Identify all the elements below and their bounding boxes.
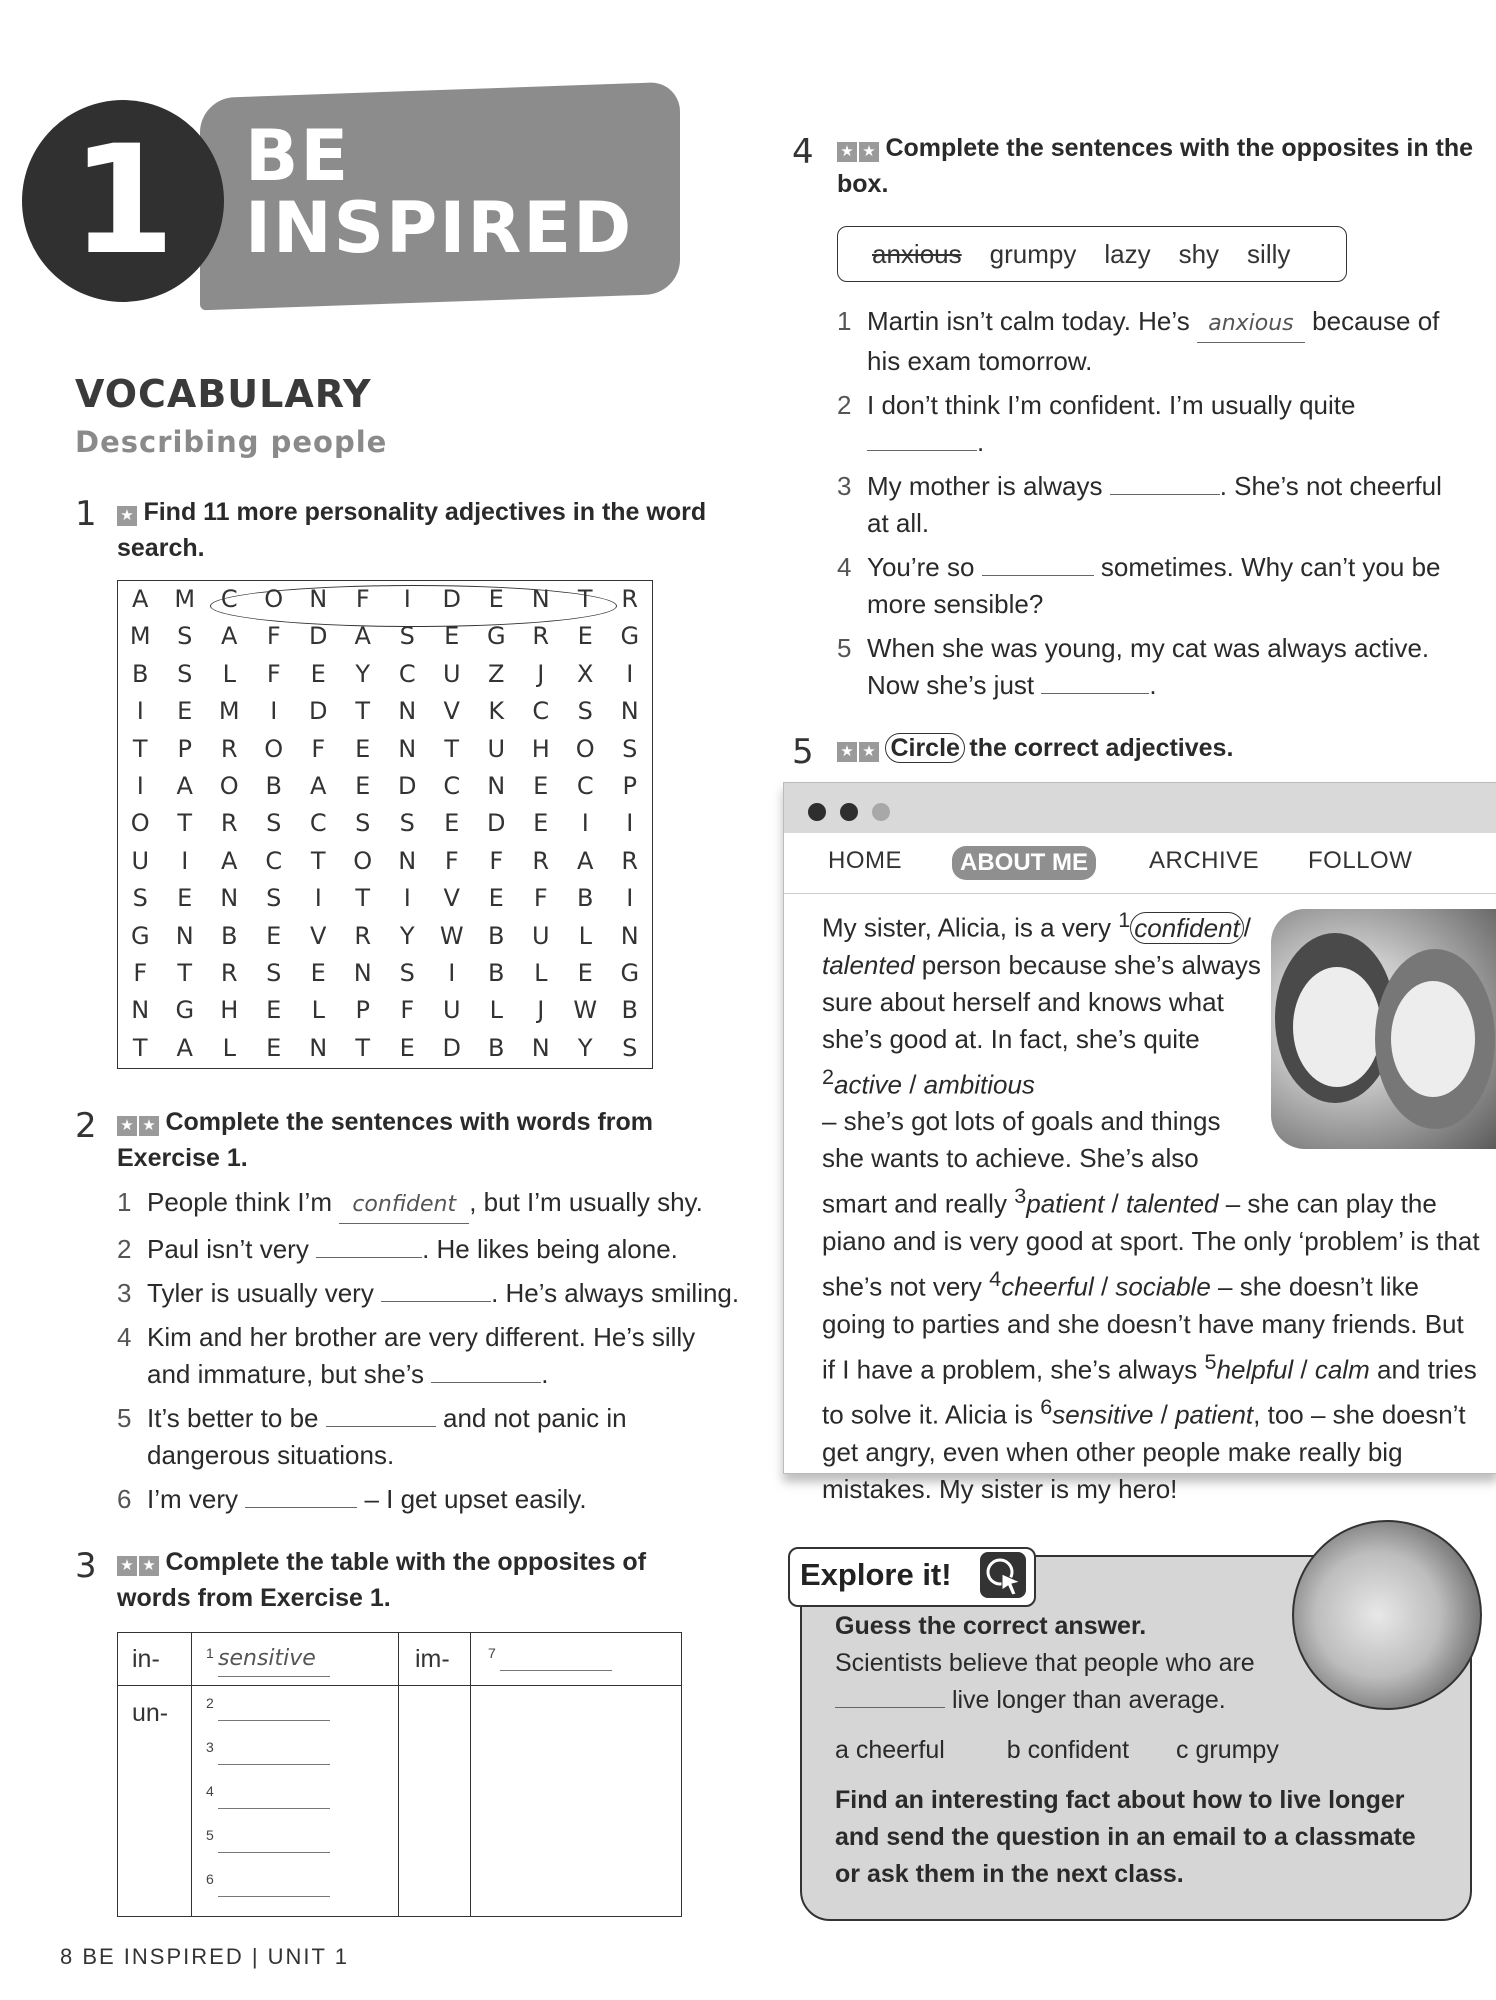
grid-letter[interactable]: A [221, 846, 238, 875]
grid-letter[interactable]: R [220, 809, 238, 838]
nav-about-me[interactable]: ABOUT ME [952, 846, 1096, 880]
grid-letter[interactable]: S [355, 809, 371, 838]
grid-letter[interactable]: B [488, 958, 505, 987]
grid-letter[interactable]: I [270, 697, 278, 726]
option-a[interactable]: a cheerful [835, 1736, 945, 1764]
grid-letter[interactable]: R [220, 958, 238, 987]
ex2-instruction: ★ ★ Complete the sentences with words from Exercise 1. [117, 1108, 654, 1172]
ex3-instruction: ★ ★ Complete the table with the opposites of words from Exercise 1. [117, 1548, 647, 1612]
nav-archive[interactable]: ARCHIVE [1149, 847, 1260, 874]
grid-letter[interactable]: S [132, 884, 148, 913]
list-item: 5 When she was young, my cat was always active. Now she’s just . [837, 633, 1430, 700]
answer-blank[interactable] [245, 1507, 357, 1508]
grid-letter[interactable]: A [577, 846, 594, 875]
nav-follow[interactable]: FOLLOW [1308, 847, 1413, 874]
grid-letter[interactable]: B [488, 921, 505, 950]
opposites-table: in- un- im- 1 sensitive 2 3 4 5 6 7 [117, 1632, 682, 1917]
grid-letter[interactable]: E [355, 771, 371, 800]
grid-letter[interactable]: A [132, 585, 149, 613]
option[interactable]: talented [1125, 1188, 1219, 1219]
option-circled[interactable]: confident [1130, 912, 1244, 944]
option-b[interactable]: b confident [1006, 1736, 1130, 1764]
option[interactable]: sociable [1115, 1271, 1211, 1302]
grid-letter[interactable]: N [353, 958, 372, 987]
grid-letter[interactable]: S [266, 958, 282, 987]
option[interactable]: patient [1026, 1188, 1105, 1219]
grid-letter[interactable]: H [220, 996, 239, 1025]
list-item: 1 Martin isn’t calm today. He’s anxious because of his exam tomorrow. [837, 303, 1477, 380]
grid-letter[interactable]: W [573, 996, 598, 1025]
grid-letter[interactable]: E [399, 1033, 415, 1062]
grid-letter[interactable]: E [310, 659, 326, 688]
explore-question: Guess the correct answer. Scientists believe that people who are live longer than average. [835, 1612, 1255, 1714]
grid-row [118, 992, 652, 1029]
grid-letter[interactable]: I [581, 809, 589, 838]
option[interactable]: helpful [1216, 1354, 1294, 1385]
window-dot-icon[interactable] [808, 803, 826, 821]
ex5-number: 5 [792, 732, 814, 772]
grid-letter[interactable]: U [442, 659, 461, 688]
grid-letter[interactable]: U [487, 734, 506, 763]
word-box [837, 226, 1347, 282]
grid-letter[interactable]: L [489, 996, 503, 1025]
grid-letter[interactable]: R [354, 921, 372, 950]
grid-letter[interactable]: F [400, 996, 415, 1025]
answer-blank[interactable] [867, 450, 977, 451]
grid-letter[interactable]: Z [488, 659, 505, 688]
answer-blank[interactable] [316, 1257, 422, 1258]
explore-task: Find an interesting fact about how to live longer and send the question in an email to a classmate or ask them in the next class. [835, 1786, 1416, 1888]
ex1-number: 1 [75, 494, 97, 534]
word-search-grid [117, 580, 653, 1069]
answer-blank[interactable]: confident [339, 1184, 469, 1224]
grid-letter[interactable]: N [309, 1033, 328, 1062]
grid-letter[interactable]: P [622, 771, 637, 800]
star-icon: ★ [117, 506, 139, 526]
grid-letter[interactable]: T [132, 1033, 148, 1062]
grid-letter[interactable]: O [219, 771, 239, 800]
list-item: 6 I’m very – I get upset easily. [117, 1484, 587, 1514]
grid-letter[interactable]: T [355, 1033, 371, 1062]
grid-letter[interactable]: S [577, 697, 593, 726]
grid-letter[interactable]: L [534, 958, 548, 987]
grid-letter[interactable]: M [129, 622, 151, 651]
grid-letter[interactable]: E [355, 734, 371, 763]
answer-blank[interactable] [1110, 494, 1220, 495]
circled-word-confident [210, 585, 617, 627]
ex4-list [837, 303, 1477, 704]
grid-letter[interactable]: O [130, 809, 150, 838]
grid-letter[interactable]: F [311, 734, 326, 763]
grid-letter[interactable]: U [442, 996, 461, 1025]
grid-letter[interactable]: J [537, 659, 545, 688]
grid-letter[interactable]: T [310, 846, 326, 875]
option[interactable]: active [834, 1069, 902, 1100]
explore-options [835, 1732, 1395, 1769]
grid-letter[interactable]: X [577, 659, 594, 688]
option[interactable]: sensitive [1052, 1399, 1154, 1430]
grid-letter[interactable]: E [266, 921, 282, 950]
grid-letter[interactable]: G [620, 622, 640, 651]
browser-bar [784, 783, 1496, 833]
grid-letter[interactable]: S [266, 884, 282, 913]
grid-row [118, 880, 652, 917]
grid-letter[interactable]: E [488, 884, 504, 913]
grid-letter[interactable]: O [264, 585, 284, 613]
page-footer: 8 BE INSPIRED | UNIT 1 [60, 1944, 349, 1969]
grid-letter[interactable]: T [132, 734, 148, 763]
grid-row [118, 768, 652, 805]
grid-letter[interactable]: B [488, 1033, 505, 1062]
grid-letter[interactable]: V [443, 697, 460, 726]
grid-letter[interactable]: P [355, 996, 370, 1025]
grid-letter[interactable]: V [310, 921, 327, 950]
ex1-instruction: ★ Find 11 more personality adjectives in the word search. [117, 498, 707, 562]
answer-blank[interactable]: anxious [1197, 303, 1305, 343]
grid-letter[interactable]: M [218, 697, 240, 726]
grid-letter[interactable]: B [132, 659, 149, 688]
grid-letter[interactable]: F [133, 958, 148, 987]
answer-blank[interactable] [1041, 693, 1149, 694]
option[interactable]: cheerful [1001, 1271, 1094, 1302]
grid-letter[interactable]: U [131, 846, 150, 875]
grid-letter[interactable]: F [489, 846, 504, 875]
answer-blank[interactable] [218, 1852, 330, 1853]
grid-letter[interactable]: D [487, 809, 506, 838]
grid-letter[interactable]: D [309, 622, 328, 651]
grid-letter[interactable]: Y [355, 659, 371, 688]
grid-letter[interactable]: T [355, 697, 371, 726]
grid-letter[interactable]: E [310, 958, 326, 987]
list-item: 2 I don’t think I’m confident. I’m usually quite . [837, 390, 1356, 457]
list-item: 4 You’re so sometimes. Why can’t you be more sensible? [837, 552, 1441, 619]
grid-letter[interactable]: G [486, 622, 506, 651]
grid-letter[interactable]: T [177, 809, 193, 838]
unit-title: BE INSPIRED [245, 115, 634, 269]
explore-label: Explore it! [800, 1557, 952, 1592]
grid-letter[interactable]: F [444, 846, 459, 875]
window-dot-icon[interactable] [872, 803, 890, 821]
grid-letter[interactable]: C [309, 809, 327, 838]
grid-letter[interactable]: S [399, 958, 415, 987]
grid-letter[interactable]: U [531, 921, 550, 950]
grid-letter[interactable]: V [443, 884, 460, 913]
grid-letter[interactable]: Y [577, 1033, 593, 1062]
grid-letter[interactable]: N [398, 846, 417, 875]
grid-letter[interactable]: B [265, 771, 282, 800]
grid-letter[interactable]: E [533, 771, 549, 800]
ex4-instruction: ★ ★ Complete the sentences with the opposites in the box. [837, 134, 1474, 198]
section-subtitle: Describing people [75, 425, 388, 459]
grid-letter[interactable]: I [403, 585, 411, 613]
prefix-in: in- [132, 1645, 160, 1673]
grid-letter[interactable]: A [176, 771, 193, 800]
grid-letter[interactable]: S [622, 1033, 638, 1062]
grid-letter[interactable]: E [266, 996, 282, 1025]
circle-word: Circle [885, 733, 964, 763]
grid-letter[interactable]: N [309, 585, 328, 613]
stars-icon: ★ ★ [837, 742, 881, 762]
grid-letter[interactable]: N [620, 697, 639, 726]
grid-letter[interactable]: N [131, 996, 150, 1025]
grid-letter[interactable]: B [221, 921, 238, 950]
grid-letter[interactable]: I [626, 809, 634, 838]
grid-letter[interactable]: L [222, 659, 236, 688]
grid-letter[interactable]: L [578, 921, 592, 950]
grid-letter[interactable]: H [531, 734, 550, 763]
answer-blank[interactable] [431, 1382, 541, 1383]
grid-letter[interactable]: A [310, 771, 327, 800]
grid-letter[interactable]: R [532, 622, 550, 651]
ex2-list [117, 1184, 757, 1518]
grid-letter[interactable]: N [531, 585, 550, 613]
list-item: 3 Tyler is usually very . He’s always smiling. [117, 1278, 740, 1308]
answer-blank[interactable] [835, 1707, 945, 1708]
section-title: VOCABULARY [75, 372, 372, 416]
option[interactable]: patient [1175, 1399, 1254, 1430]
grid-letter[interactable]: A [354, 622, 371, 651]
grid-letter[interactable]: N [175, 921, 194, 950]
grid-letter[interactable]: C [265, 846, 283, 875]
grid-letter[interactable]: Y [399, 921, 415, 950]
grid-row [118, 656, 652, 693]
grid-letter[interactable]: I [181, 846, 189, 875]
grid-letter[interactable]: R [220, 734, 238, 763]
grid-letter[interactable]: C [443, 771, 461, 800]
grid-letter[interactable]: S [399, 809, 415, 838]
grid-letter[interactable]: N [398, 697, 417, 726]
answer-blank[interactable] [218, 1720, 330, 1721]
grid-letter[interactable]: E [177, 884, 193, 913]
grid-letter[interactable]: E [266, 1033, 282, 1062]
grid-letter[interactable]: R [621, 585, 639, 613]
grid-letter[interactable]: P [177, 734, 192, 763]
box-word: grumpy [989, 238, 1077, 269]
answer-blank[interactable] [218, 1808, 330, 1809]
stars-icon: ★ ★ [117, 1556, 161, 1576]
box-word: anxious [872, 238, 962, 269]
nav-home[interactable]: HOME [828, 847, 902, 874]
grid-letter[interactable]: L [222, 1033, 236, 1062]
grid-letter[interactable]: O [575, 734, 595, 763]
grid-letter[interactable]: R [532, 846, 550, 875]
list-item: 1 People think I’m confident , but I’m usually shy. [117, 1184, 757, 1224]
stars-icon: ★ ★ [117, 1116, 161, 1136]
grid-row [118, 918, 652, 955]
blog-window [783, 782, 1496, 1504]
window-dot-icon[interactable] [840, 803, 858, 821]
grid-letter[interactable]: E [577, 958, 593, 987]
grid-letter[interactable]: T [177, 958, 193, 987]
grid-letter[interactable]: S [399, 622, 415, 651]
stars-icon: ★ ★ [837, 142, 881, 162]
grid-letter[interactable]: I [448, 958, 456, 987]
grid-letter[interactable]: T [577, 585, 593, 613]
answer-blank[interactable] [218, 1764, 330, 1765]
grid-letter[interactable]: A [176, 1033, 193, 1062]
list-item: 5 It’s better to be and not panic in dangerous situations. [117, 1403, 627, 1470]
grid-letter[interactable]: C [398, 659, 416, 688]
grid-letter[interactable]: S [266, 809, 282, 838]
grid-letter[interactable]: N [398, 734, 417, 763]
grid-letter[interactable]: S [177, 622, 193, 651]
prefix-un: un- [132, 1699, 169, 1727]
ex4-number: 4 [792, 132, 814, 172]
blog-text: My sister, Alicia, is a very $^1$ confident / talented person because she’s always sure about herself and knows what she’s good at. In fact, she’s quite $^2$active / ambitious – she’s got lots of goals and things she wants to achieve. She’s also smart and really $^3$patient / talented – she can play the piano and is very good at sport. The only ‘problem’ is that she’s not very $^4$cheerful / sociable – she doesn’t like going to parties and she doesn’t have many friends. But if I have a problem, she’s always $^5$helpful / calm and tries to solve it. Alicia is $^6$sensitive / patient, too – she doesn’t get angry, even when other people make really big mistakes. My sister is my hero! [822, 907, 1480, 1504]
list-item: 4 Kim and her brother are very different. He’s silly and immature, but she’s . [117, 1322, 696, 1389]
grid-letter[interactable]: N [220, 884, 239, 913]
grid-letter[interactable]: J [537, 996, 545, 1025]
grid-row [118, 843, 652, 880]
answer-blank[interactable] [982, 575, 1094, 576]
list-item: 2 Paul isn’t very . He likes being alone. [117, 1234, 678, 1264]
option[interactable]: ambitious [923, 1069, 1035, 1100]
grid-letter[interactable]: C [576, 771, 594, 800]
grid-letter[interactable]: W [439, 921, 464, 950]
grid-letter[interactable]: K [488, 697, 505, 726]
grid-letter[interactable]: E [444, 622, 460, 651]
grid-letter[interactable]: D [442, 1033, 461, 1062]
grid-letter[interactable]: B [621, 996, 638, 1025]
answer-blank[interactable] [500, 1670, 612, 1671]
grid-letter[interactable]: N [531, 1033, 550, 1062]
grid-row [118, 805, 652, 842]
grid-letter[interactable]: F [355, 585, 370, 613]
grid-letter[interactable]: D [442, 585, 461, 613]
table-answer: sensitive [218, 1646, 316, 1671]
grid-letter[interactable]: T [444, 734, 460, 763]
ex5-instruction: ★ ★ Circle the correct adjectives. [837, 730, 1477, 766]
couple-photo [1292, 1520, 1482, 1710]
grid-letter[interactable]: I [403, 884, 411, 913]
grid-letter[interactable]: I [626, 659, 634, 688]
grid-row [118, 1030, 652, 1067]
grid-letter[interactable]: I [626, 884, 634, 913]
box-word: silly [1247, 238, 1291, 269]
grid-letter[interactable]: I [136, 697, 144, 726]
grid-letter[interactable]: S [622, 734, 638, 763]
grid-row [118, 731, 652, 768]
answer-blank[interactable] [326, 1426, 436, 1427]
grid-letter[interactable]: C [220, 585, 238, 613]
option[interactable]: talented [822, 949, 915, 980]
grid-letter[interactable]: D [398, 771, 417, 800]
box-word: shy [1178, 238, 1220, 269]
grid-letter[interactable]: N [620, 921, 639, 950]
grid-letter[interactable]: E [577, 622, 593, 651]
answer-blank[interactable] [381, 1301, 491, 1302]
grid-letter[interactable]: G [175, 996, 195, 1025]
grid-letter[interactable]: N [487, 771, 506, 800]
blog-nav [784, 833, 1496, 894]
grid-row [118, 693, 652, 730]
grid-letter[interactable]: O [264, 734, 284, 763]
option[interactable]: calm [1314, 1354, 1370, 1385]
ex2-number: 2 [75, 1106, 97, 1146]
grid-letter[interactable]: E [533, 809, 549, 838]
grid-letter[interactable]: O [353, 846, 373, 875]
box-word: lazy [1104, 238, 1151, 269]
grid-letter[interactable]: E [488, 585, 504, 613]
grid-letter[interactable]: M [174, 585, 196, 613]
grid-letter[interactable]: D [309, 697, 328, 726]
grid-letter[interactable]: I [314, 884, 322, 913]
grid-letter[interactable]: I [136, 771, 144, 800]
option-c[interactable]: c grumpy [1176, 1736, 1279, 1764]
grid-letter[interactable]: G [620, 958, 640, 987]
list-item: 3 My mother is always . She’s not cheerful at all. [837, 471, 1442, 538]
prefix-im: im- [415, 1645, 450, 1673]
grid-letter[interactable]: B [577, 884, 594, 913]
grid-letter[interactable]: R [621, 846, 639, 875]
grid-letter[interactable]: E [444, 809, 460, 838]
ex1-header [75, 494, 97, 534]
grid-letter[interactable]: F [533, 884, 548, 913]
grid-letter[interactable]: C [532, 697, 550, 726]
ex3-number: 3 [75, 1546, 97, 1586]
grid-letter[interactable]: F [266, 622, 281, 651]
grid-letter[interactable]: S [177, 659, 193, 688]
answer-blank[interactable] [218, 1896, 330, 1897]
grid-row [118, 955, 652, 992]
grid-letter[interactable]: T [355, 884, 371, 913]
grid-letter[interactable]: E [177, 697, 193, 726]
cursor-click-icon [980, 1552, 1026, 1598]
grid-letter[interactable]: G [130, 921, 150, 950]
grid-letter[interactable]: L [311, 996, 325, 1025]
grid-letter[interactable]: F [266, 659, 281, 688]
grid-letter[interactable]: A [221, 622, 238, 651]
unit-number: 1 [22, 100, 224, 302]
